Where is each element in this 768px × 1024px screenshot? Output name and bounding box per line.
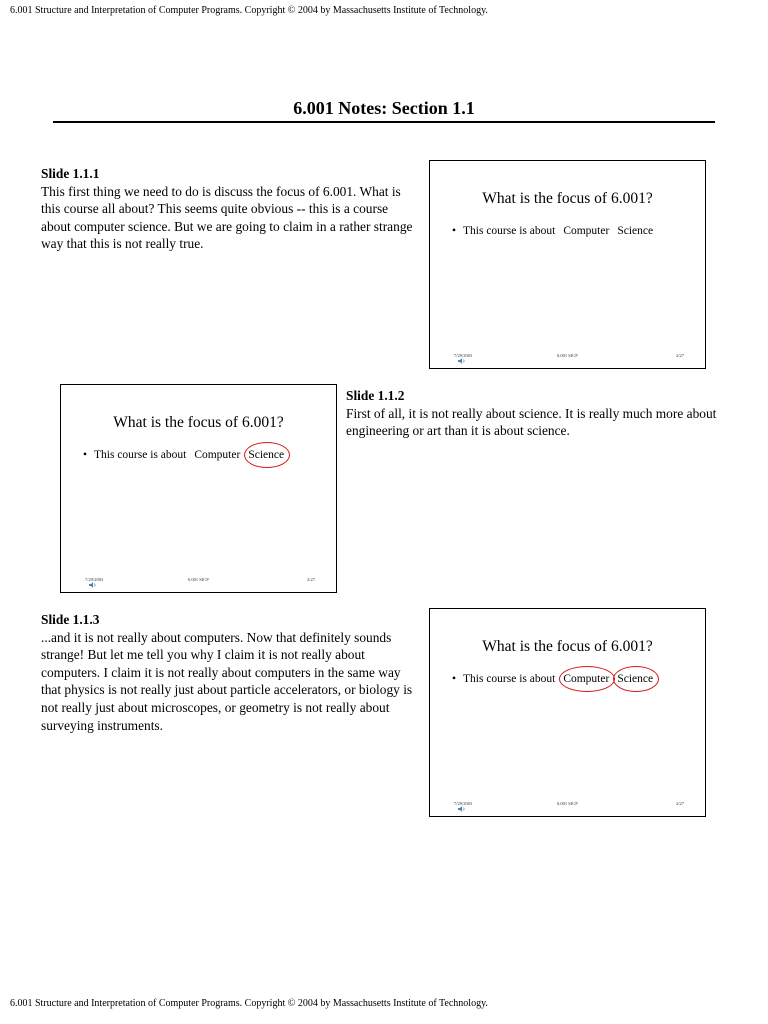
slide-title: What is the focus of 6.001? (482, 638, 653, 655)
note-slide-1-1-1 (41, 165, 413, 253)
slide-footer-course: 6.001 SICP (557, 801, 578, 806)
red-circle-annotation (559, 666, 615, 692)
note-label: Slide 1.1.1 (41, 166, 100, 181)
slide-footer-page: 2/27 (676, 801, 685, 806)
slide-footer-date: 7/29/2003 (454, 353, 473, 358)
red-circle-annotation (613, 666, 659, 692)
red-circle-annotation (244, 442, 290, 468)
slide-footer-date: 7/29/2003 (85, 577, 104, 582)
slide-thumbnail-2 (60, 384, 337, 593)
note-label: Slide 1.1.2 (346, 388, 405, 403)
bullet-dot-icon: • (83, 449, 88, 461)
word-computer: Computer (194, 449, 241, 461)
slide-title: What is the focus of 6.001? (113, 414, 284, 431)
note-text: ...and it is not really about computers. Now that definitely sounds strange! But let me tell you why I claim it is not really about computers. I claim it is not really about computers in the same way that physics is not really just about particle accelerators, or biology is not really just about microscopes, or geometry is not really about surveying instruments. (41, 629, 413, 733)
bullet-text: This course is about (463, 673, 556, 685)
slide-bullet (452, 223, 653, 239)
bullet-dot-icon: • (452, 225, 457, 237)
page-footer: 6.001 Structure and Interpretation of Computer Programs. Copyright © 2004 by Massachusetts Institute of Technology. (10, 998, 488, 1009)
slide-bullet (83, 447, 284, 463)
word-science: Science (617, 671, 653, 687)
bullet-text: This course is about (94, 449, 187, 461)
slide-title: What is the focus of 6.001? (482, 190, 653, 207)
bullet-dot-icon: • (452, 673, 457, 685)
note-text: This first thing we need to do is discuss the focus of 6.001. What is this course all about? This seems quite obvious -- this is a course about computer science. But we are going to claim in a rather strange way that this is not really true. (41, 183, 413, 252)
note-text: First of all, it is not really about science. It is really much more about engineering or art than it is about science. (346, 405, 717, 439)
slide-thumbnail-3 (429, 608, 706, 817)
slide-bullet (452, 671, 653, 687)
title-divider (53, 121, 715, 123)
slide-thumbnail-1 (429, 160, 706, 369)
slide-footer-page: 2/27 (676, 353, 685, 358)
slide-footer-date: 7/29/2003 (454, 801, 473, 806)
word-computer: Computer (563, 671, 609, 687)
bullet-text: This course is about (463, 225, 556, 237)
page-title: 6.001 Notes: Section 1.1 (293, 98, 475, 118)
note-slide-1-1-3 (41, 611, 417, 734)
note-label: Slide 1.1.3 (41, 612, 100, 627)
page-header: 6.001 Structure and Interpretation of Computer Programs. Copyright © 2004 by Massachusetts Institute of Technology. (10, 5, 488, 16)
word-science: Science (248, 447, 284, 463)
slide-footer-page: 2/27 (307, 577, 316, 582)
slide-footer-course: 6.001 SICP (188, 577, 209, 582)
slide-footer-course: 6.001 SICP (557, 353, 578, 358)
word-science: Science (617, 225, 654, 237)
note-slide-1-1-2 (346, 387, 728, 440)
word-computer: Computer (563, 225, 610, 237)
